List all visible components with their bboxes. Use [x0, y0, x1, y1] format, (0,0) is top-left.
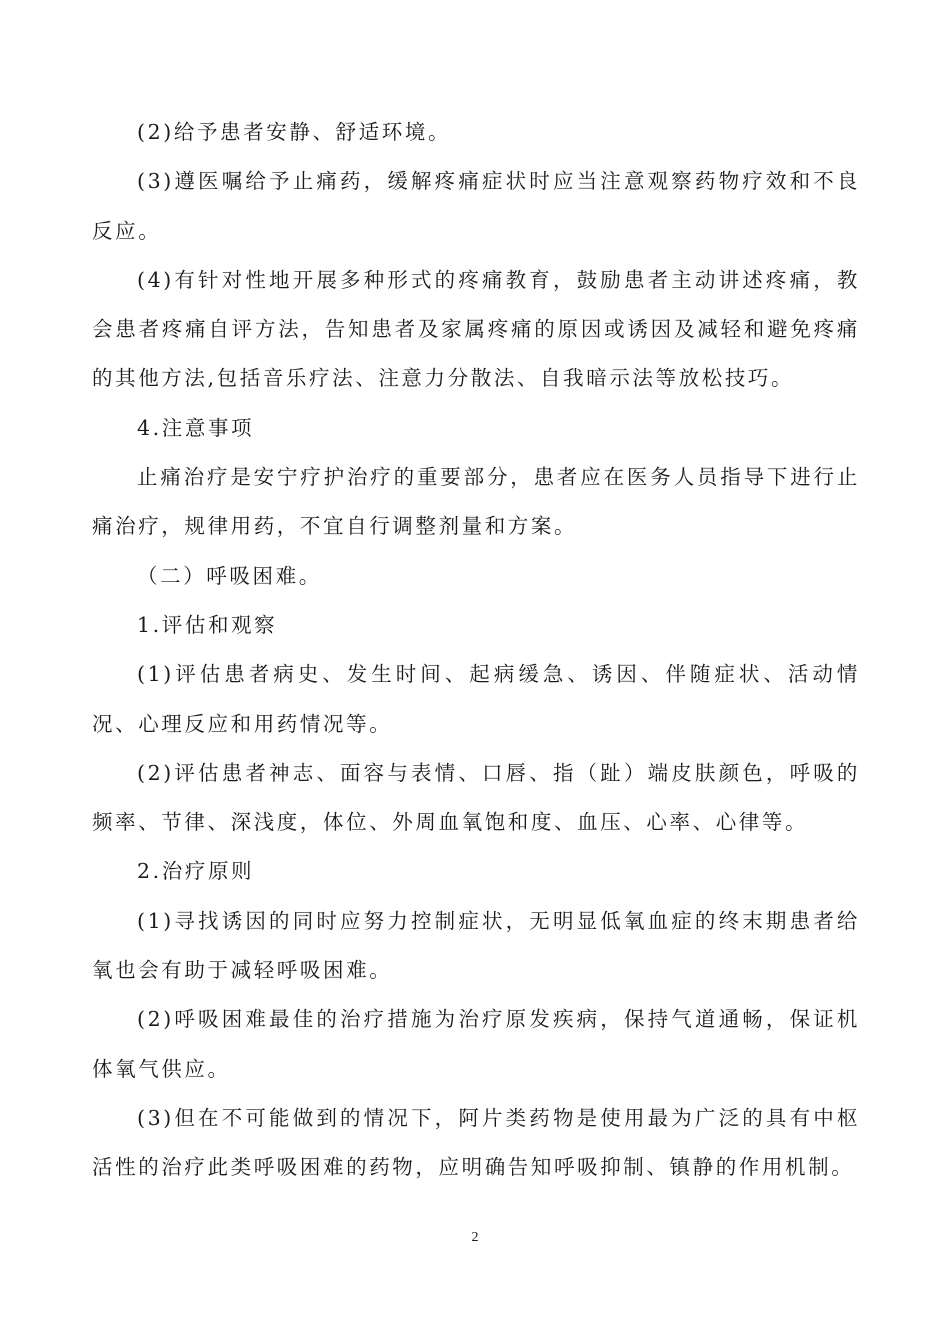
- heading-treatment-principles: 2.治疗原则: [137, 859, 255, 884]
- paragraph-opioids: (3)但在不可能做到的情况下，阿片类药物是使用最为广泛的具有中枢活性的治疗此类呼吸困难的药物，应明确告知呼吸抑制、镇静的作用机制。: [92, 1105, 860, 1180]
- paragraph-assess-signs: (2)评估患者神志、面容与表情、口唇、指（趾）端皮肤颜色，呼吸的频率、节律、深浅度，体位、外周血氧饱和度、血压、心率、心律等。: [92, 760, 860, 835]
- document-body: [92, 108, 860, 1193]
- paragraph-assess-history: (1)评估患者病史、发生时间、起病缓急、诱因、伴随症状、活动情况、心理反应和用药情况等。: [92, 662, 860, 736]
- paragraph-pain-education: (4)有针对性地开展多种形式的疼痛教育，鼓励患者主动讲述疼痛，教会患者疼痛自评方法，告知患者及家属疼痛的原因或诱因及减轻和避免疼痛的其他方法,包括音乐疗法、注意力分散法、自我暗示法等放松技巧。: [92, 267, 860, 391]
- paragraph-analgesic-medication: (3)遵医嘱给予止痛药，缓解疼痛症状时应当注意观察药物疗效和不良反应。: [92, 169, 860, 243]
- paragraph-primary-disease: (2)呼吸困难最佳的治疗措施为治疗原发疾病，保持气道通畅，保证机体氧气供应。: [92, 1007, 860, 1081]
- heading-precautions: 4.注意事项: [137, 415, 255, 440]
- heading-assessment: 1.评估和观察: [137, 612, 278, 637]
- heading-dyspnea: （二）呼吸困难。: [137, 563, 322, 588]
- paragraph-pain-treatment-note: 止痛治疗是安宁疗护治疗的重要部分，患者应在医务人员指导下进行止痛治疗，规律用药，不宜自行调整剂量和方案。: [92, 465, 860, 539]
- paragraph-quiet-environment: (2)给予患者安静、舒适环境。: [137, 120, 452, 144]
- paragraph-oxygen-therapy: (1)寻找诱因的同时应努力控制症状，无明显低氧血症的终末期患者给氧也会有助于减轻呼吸困难。: [92, 908, 860, 983]
- page-number: 2: [471, 1230, 479, 1245]
